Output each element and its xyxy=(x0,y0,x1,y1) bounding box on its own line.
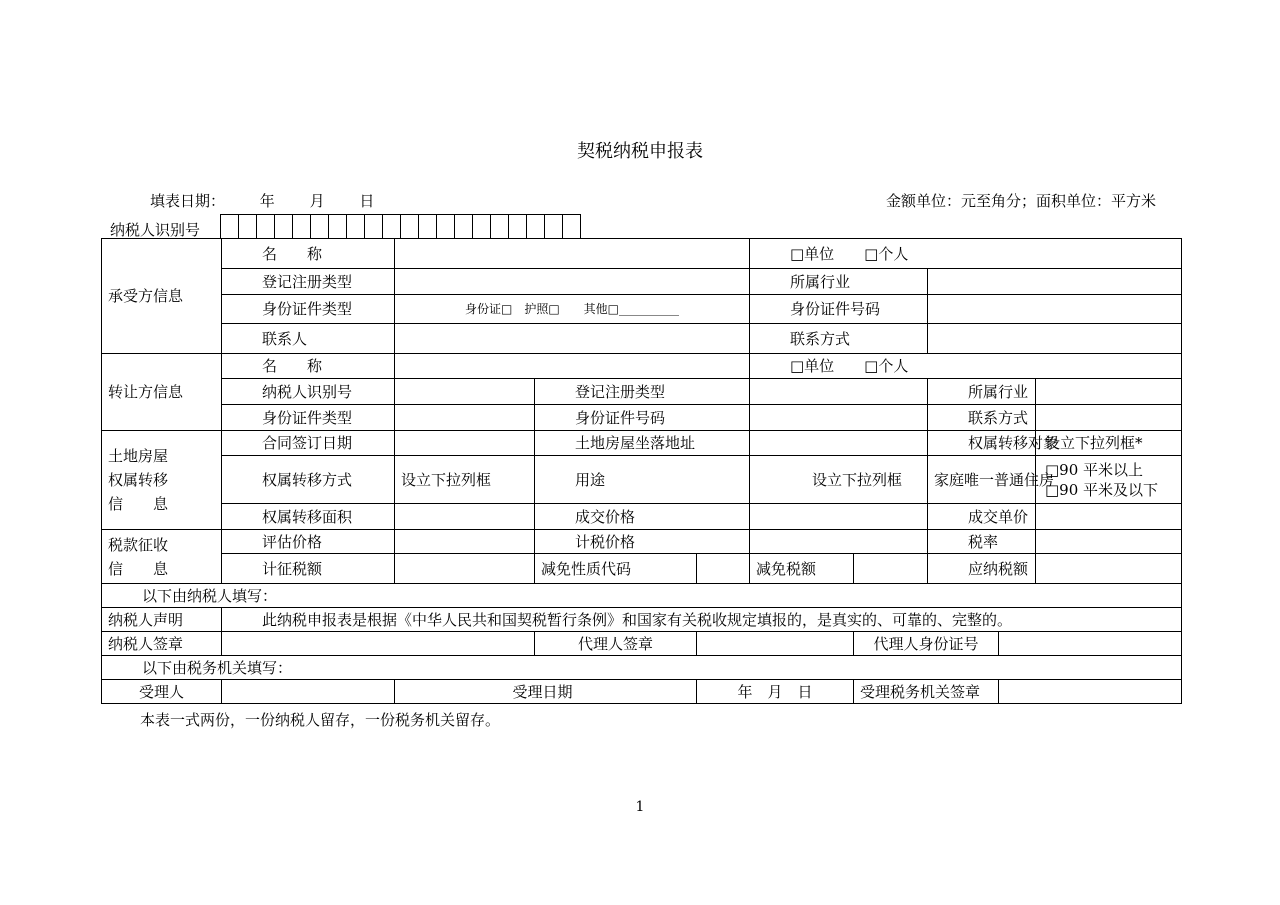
units-note: 金额单位：元至角分；面积单位：平方米 xyxy=(885,192,1156,210)
authority-seal-field[interactable] xyxy=(999,680,1182,704)
grantor-id-number-label: 身份证件号码 xyxy=(535,405,750,431)
tax-section-line2: 信 息 xyxy=(108,559,169,578)
transfer-object-label: 权属转移对象 xyxy=(928,431,1036,456)
usage-label: 用途 xyxy=(535,456,750,504)
grantor-reg-type-field[interactable] xyxy=(750,379,928,405)
grantee-id-type-options[interactable]: 身份证□ 护照□ 其他□__________ xyxy=(395,295,750,324)
property-section-line2: 权属转移 xyxy=(108,471,169,489)
grantee-name-field[interactable] xyxy=(395,239,750,269)
taxable-price-label: 计税价格 xyxy=(535,530,750,554)
authority-seal-label: 受理税务机关签章 xyxy=(854,680,999,704)
option-above-90[interactable]: □90 平米以上 xyxy=(1045,460,1144,479)
reduction-code-field[interactable] xyxy=(697,554,750,584)
grantee-contact-label: 联系人 xyxy=(222,324,395,354)
transfer-method-label: 权属转移方式 xyxy=(222,456,395,504)
reduction-amount-label: 减免税额 xyxy=(750,554,854,584)
grantor-taxpayer-id-label: 纳税人识别号 xyxy=(222,379,395,405)
grantor-name-field[interactable] xyxy=(395,354,750,379)
rate-label: 税率 xyxy=(928,530,1036,554)
rate-field[interactable] xyxy=(1036,530,1182,554)
grantee-section: 承受方信息 xyxy=(102,239,222,354)
statement-label: 纳税人声明 xyxy=(102,608,222,632)
grantor-name-label: 名 称 xyxy=(222,354,395,379)
grantor-taxpayer-id-field[interactable] xyxy=(395,379,535,405)
family-housing-options[interactable] xyxy=(1036,456,1182,504)
transfer-object-dropdown[interactable]: 设立下拉列框* xyxy=(1036,431,1182,456)
reduction-code-label: 减免性质代码 xyxy=(535,554,697,584)
contract-date-field[interactable] xyxy=(395,431,535,456)
grantor-contact-method-label: 联系方式 xyxy=(928,405,1036,431)
tax-amount-field[interactable] xyxy=(395,554,535,584)
receiver-field[interactable] xyxy=(222,680,395,704)
location-label: 土地房屋坐落地址 xyxy=(535,431,750,456)
payable-field[interactable] xyxy=(1036,554,1182,584)
agent-signature-field[interactable] xyxy=(697,632,854,656)
reduction-amount-field[interactable] xyxy=(854,554,928,584)
payable-label: 应纳税额 xyxy=(928,554,1036,584)
grantor-section: 转让方信息 xyxy=(102,354,222,431)
grantor-reg-type-label: 登记注册类型 xyxy=(535,379,750,405)
usage-dropdown[interactable]: 设立下拉列框 xyxy=(750,456,928,504)
grantor-industry-field[interactable] xyxy=(1036,379,1182,405)
price-label: 成交价格 xyxy=(535,504,750,530)
receiver-label: 受理人 xyxy=(102,680,222,704)
grantee-reg-type-label: 登记注册类型 xyxy=(222,269,395,295)
taxable-price-field[interactable] xyxy=(750,530,928,554)
taxpayer-signature-label: 纳税人签章 xyxy=(102,632,222,656)
price-field[interactable] xyxy=(750,504,928,530)
grantor-id-type-label: 身份证件类型 xyxy=(222,405,395,431)
location-field[interactable] xyxy=(750,431,928,456)
assessed-price-field[interactable] xyxy=(395,530,535,554)
grantor-industry-label: 所属行业 xyxy=(928,379,1036,405)
agent-signature-label: 代理人签章 xyxy=(535,632,697,656)
page-number: 1 xyxy=(635,799,645,815)
fill-date-day: 日 xyxy=(359,192,375,210)
tax-declaration-table xyxy=(101,238,1182,704)
family-housing-label: 家庭唯一普通住房 xyxy=(928,456,1036,504)
property-section-line1: 土地房屋 xyxy=(108,447,169,465)
contract-date-label: 合同签订日期 xyxy=(222,431,395,456)
statement-text: 此纳税申报表是根据《中华人民共和国契税暂行条例》和国家有关税收规定填报的，是真实的、可靠的、完整的。 xyxy=(222,608,1182,632)
grantor-entity-type[interactable]: □单位 □个人 xyxy=(750,354,1182,379)
footnote: 本表一式两份，一份纳税人留存，一份税务机关留存。 xyxy=(140,711,501,729)
fill-date-year: 年 xyxy=(259,192,275,210)
fill-date xyxy=(150,190,374,211)
authority-fill-note: 以下由税务机关填写： xyxy=(102,656,1182,680)
tax-section xyxy=(102,530,222,584)
receive-date-field[interactable]: 年 月 日 xyxy=(697,680,854,704)
taxpayer-id-label: 纳税人识别号 xyxy=(110,221,201,239)
grantor-id-type-field[interactable] xyxy=(395,405,535,431)
assessed-price-label: 评估价格 xyxy=(222,530,395,554)
grantee-id-number-field[interactable] xyxy=(928,295,1182,324)
form-title: 契税纳税申报表 xyxy=(577,141,703,162)
option-below-90[interactable]: □90 平米及以下 xyxy=(1045,480,1159,499)
transfer-method-dropdown[interactable]: 设立下拉列框 xyxy=(395,456,535,504)
grantor-id-number-field[interactable] xyxy=(750,405,928,431)
grantee-contact-field[interactable] xyxy=(395,324,750,354)
grantee-reg-type-field[interactable] xyxy=(395,269,750,295)
property-section xyxy=(102,431,222,530)
grantee-contact-method-field[interactable] xyxy=(928,324,1182,354)
grantee-entity-type[interactable]: □单位 □个人 xyxy=(750,239,1182,269)
area-field[interactable] xyxy=(395,504,535,530)
unit-price-field[interactable] xyxy=(1036,504,1182,530)
area-label: 权属转移面积 xyxy=(222,504,395,530)
fill-date-month: 月 xyxy=(309,192,325,210)
taxpayer-signature-field[interactable] xyxy=(222,632,535,656)
taxpayer-id-boxes[interactable] xyxy=(220,214,581,239)
property-section-line3: 信 息 xyxy=(108,495,169,513)
grantor-contact-method-field[interactable] xyxy=(1036,405,1182,431)
receive-date-label: 受理日期 xyxy=(395,680,697,704)
tax-amount-label: 计征税额 xyxy=(222,554,395,584)
fill-date-label: 填表日期： xyxy=(150,192,226,210)
grantee-name-label: 名 称 xyxy=(222,239,395,269)
grantee-industry-field[interactable] xyxy=(928,269,1182,295)
agent-id-field[interactable] xyxy=(999,632,1182,656)
tax-section-line1: 税款征收 xyxy=(108,535,169,554)
grantee-industry-label: 所属行业 xyxy=(750,269,928,295)
agent-id-label: 代理人身份证号 xyxy=(854,632,999,656)
grantee-id-type-label: 身份证件类型 xyxy=(222,295,395,324)
grantee-id-number-label: 身份证件号码 xyxy=(750,295,928,324)
taxpayer-fill-note: 以下由纳税人填写： xyxy=(102,584,1182,608)
unit-price-label: 成交单价 xyxy=(928,504,1036,530)
grantee-contact-method-label: 联系方式 xyxy=(750,324,928,354)
